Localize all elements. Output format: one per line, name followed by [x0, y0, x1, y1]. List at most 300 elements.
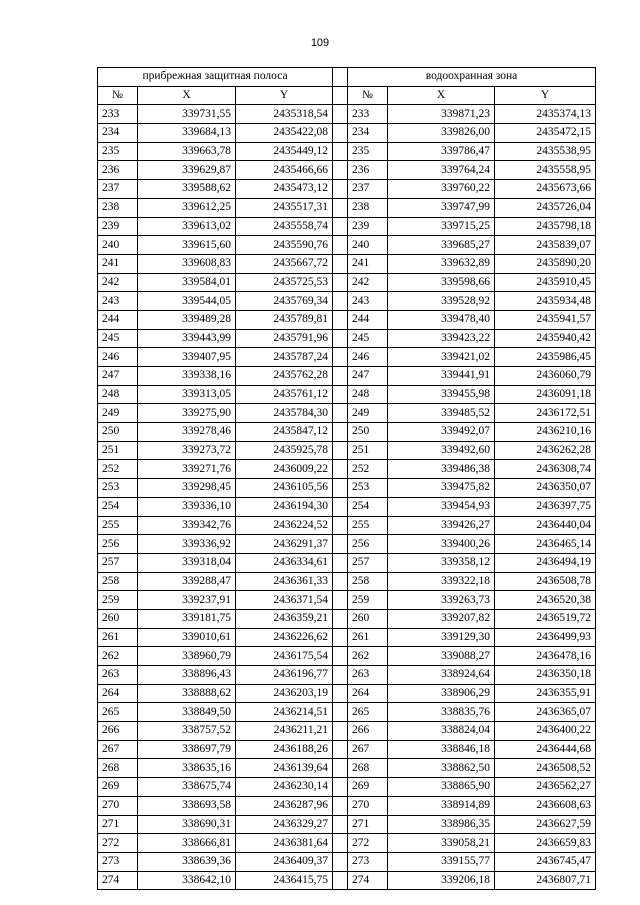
right-point-number: 274: [348, 871, 388, 890]
right-x-value: 339486,38: [388, 460, 495, 479]
table-row: [98, 647, 596, 666]
left-x-value: 339010,61: [138, 628, 236, 647]
right-y-value: 2436091,18: [495, 385, 596, 404]
left-point-number: 271: [98, 815, 138, 834]
left-point-number: 264: [98, 684, 138, 703]
left-point-number: 238: [98, 198, 138, 217]
right-point-number: 253: [348, 479, 388, 498]
column-gap: [333, 254, 348, 273]
right-x-value: 338924,64: [388, 666, 495, 685]
left-point-number: 269: [98, 778, 138, 797]
right-y-value: 2436519,72: [495, 609, 596, 628]
table-row: [98, 609, 596, 628]
column-gap: [333, 124, 348, 143]
column-gap: [333, 142, 348, 161]
section-title-row: [98, 68, 596, 87]
right-point-number: 252: [348, 460, 388, 479]
table-row: [98, 217, 596, 236]
left-point-number: 263: [98, 666, 138, 685]
table-row: [98, 404, 596, 423]
table-row: [98, 703, 596, 722]
right-point-number: 271: [348, 815, 388, 834]
left-point-number: 233: [98, 105, 138, 124]
left-point-number: 247: [98, 367, 138, 386]
column-gap: [333, 871, 348, 890]
right-point-number: 251: [348, 441, 388, 460]
right-x-value: 339478,40: [388, 310, 495, 329]
left-point-number: 259: [98, 591, 138, 610]
left-x-value: 338635,16: [138, 759, 236, 778]
right-y-value: 2436520,38: [495, 591, 596, 610]
column-gap: [333, 161, 348, 180]
right-y-value: 2436350,18: [495, 666, 596, 685]
table-row: [98, 142, 596, 161]
table-row: [98, 759, 596, 778]
left-point-number: 270: [98, 796, 138, 815]
right-x-value: 339423,22: [388, 329, 495, 348]
left-y-value: 2435789,81: [236, 310, 333, 329]
left-x-value: 339338,16: [138, 367, 236, 386]
column-gap: [333, 684, 348, 703]
table-row: [98, 516, 596, 535]
column-gap: [333, 666, 348, 685]
right-col-x-header: X: [388, 86, 495, 105]
table-row: [98, 572, 596, 591]
table-row: [98, 834, 596, 853]
table-row: [98, 591, 596, 610]
table-row: [98, 722, 596, 741]
right-y-value: 2436397,75: [495, 497, 596, 516]
right-y-value: 2436627,59: [495, 815, 596, 834]
left-point-number: 243: [98, 292, 138, 311]
left-point-number: 240: [98, 236, 138, 255]
left-point-number: 261: [98, 628, 138, 647]
right-y-value: 2436262,28: [495, 441, 596, 460]
left-point-number: 235: [98, 142, 138, 161]
left-x-value: 339731,55: [138, 105, 236, 124]
right-x-value: 338914,89: [388, 796, 495, 815]
right-y-value: 2436508,52: [495, 759, 596, 778]
left-y-value: 2435422,08: [236, 124, 333, 143]
right-y-value: 2436508,78: [495, 572, 596, 591]
right-y-value: 2435726,04: [495, 198, 596, 217]
coordinates-table: [97, 67, 596, 890]
right-point-number: 242: [348, 273, 388, 292]
right-x-value: 339155,77: [388, 852, 495, 871]
left-y-value: 2436334,61: [236, 553, 333, 572]
left-x-value: 339288,47: [138, 572, 236, 591]
left-y-value: 2435517,31: [236, 198, 333, 217]
left-x-value: 339181,75: [138, 609, 236, 628]
column-gap: [333, 310, 348, 329]
right-y-value: 2436465,14: [495, 535, 596, 554]
left-x-value: 339237,91: [138, 591, 236, 610]
left-x-value: 339278,46: [138, 423, 236, 442]
left-point-number: 239: [98, 217, 138, 236]
right-point-number: 269: [348, 778, 388, 797]
left-x-value: 338675,74: [138, 778, 236, 797]
table-row: [98, 236, 596, 255]
right-point-number: 240: [348, 236, 388, 255]
right-x-value: 339764,24: [388, 161, 495, 180]
right-point-number: 241: [348, 254, 388, 273]
table-row: [98, 180, 596, 199]
column-gap: [333, 385, 348, 404]
right-point-number: 266: [348, 722, 388, 741]
left-col-number-header: №: [98, 86, 138, 105]
left-x-value: 338642,10: [138, 871, 236, 890]
column-gap: [333, 647, 348, 666]
right-x-value: 339747,99: [388, 198, 495, 217]
right-x-value: 339206,18: [388, 871, 495, 890]
right-y-value: 2436308,74: [495, 460, 596, 479]
right-point-number: 234: [348, 124, 388, 143]
left-y-value: 2436009,22: [236, 460, 333, 479]
column-gap: [333, 796, 348, 815]
left-point-number: 250: [98, 423, 138, 442]
table-row: [98, 367, 596, 386]
right-point-number: 243: [348, 292, 388, 311]
left-x-value: 339588,62: [138, 180, 236, 199]
left-y-value: 2436139,64: [236, 759, 333, 778]
table-row: [98, 553, 596, 572]
column-gap: [333, 572, 348, 591]
table-row: [98, 628, 596, 647]
right-x-value: 339760,22: [388, 180, 495, 199]
left-x-value: 339298,45: [138, 479, 236, 498]
right-x-value: 339358,12: [388, 553, 495, 572]
column-gap: [333, 292, 348, 311]
left-y-value: 2436361,33: [236, 572, 333, 591]
left-y-value: 2436371,54: [236, 591, 333, 610]
left-y-value: 2435590,76: [236, 236, 333, 255]
left-x-value: 339663,78: [138, 142, 236, 161]
right-x-value: 339058,21: [388, 834, 495, 853]
left-point-number: 255: [98, 516, 138, 535]
right-y-value: 2436494,19: [495, 553, 596, 572]
left-x-value: 339336,10: [138, 497, 236, 516]
left-x-value: 339613,02: [138, 217, 236, 236]
left-point-number: 267: [98, 740, 138, 759]
table-body: [98, 105, 596, 890]
right-x-value: 339492,60: [388, 441, 495, 460]
right-x-value: 338865,90: [388, 778, 495, 797]
left-x-value: 339629,87: [138, 161, 236, 180]
right-x-value: 339786,47: [388, 142, 495, 161]
right-y-value: 2436807,71: [495, 871, 596, 890]
right-y-value: 2435798,18: [495, 217, 596, 236]
left-point-number: 260: [98, 609, 138, 628]
left-x-value: 339275,90: [138, 404, 236, 423]
left-y-value: 2436359,21: [236, 609, 333, 628]
column-gap: [333, 105, 348, 124]
column-gap: [333, 722, 348, 741]
right-x-value: 339400,26: [388, 535, 495, 554]
column-gap: [333, 329, 348, 348]
right-x-value: 339685,27: [388, 236, 495, 255]
table-row: [98, 479, 596, 498]
right-x-value: 339485,52: [388, 404, 495, 423]
left-x-value: 339544,05: [138, 292, 236, 311]
right-x-value: 339426,27: [388, 516, 495, 535]
left-point-number: 262: [98, 647, 138, 666]
column-gap: [333, 367, 348, 386]
right-y-value: 2436745,47: [495, 852, 596, 871]
table-row: [98, 423, 596, 442]
left-point-number: 249: [98, 404, 138, 423]
right-y-value: 2435934,48: [495, 292, 596, 311]
left-x-value: 339336,92: [138, 535, 236, 554]
left-point-number: 241: [98, 254, 138, 273]
left-y-value: 2436381,64: [236, 834, 333, 853]
left-y-value: 2435791,96: [236, 329, 333, 348]
left-x-value: 339271,76: [138, 460, 236, 479]
page-number: 109: [310, 37, 330, 49]
right-point-number: 265: [348, 703, 388, 722]
right-point-number: 249: [348, 404, 388, 423]
table-row: [98, 310, 596, 329]
right-point-number: 256: [348, 535, 388, 554]
left-point-number: 258: [98, 572, 138, 591]
right-y-value: 2436440,04: [495, 516, 596, 535]
right-point-number: 260: [348, 609, 388, 628]
column-gap: [333, 236, 348, 255]
left-x-value: 338757,52: [138, 722, 236, 741]
right-y-value: 2436659,83: [495, 834, 596, 853]
column-gap: [333, 217, 348, 236]
left-y-value: 2436287,96: [236, 796, 333, 815]
left-y-value: 2436211,21: [236, 722, 333, 741]
left-y-value: 2436409,37: [236, 852, 333, 871]
right-x-value: 339263,73: [388, 591, 495, 610]
right-point-number: 273: [348, 852, 388, 871]
column-gap: [333, 460, 348, 479]
left-point-number: 252: [98, 460, 138, 479]
left-x-value: 339612,25: [138, 198, 236, 217]
left-y-value: 2435769,34: [236, 292, 333, 311]
right-x-value: 339455,98: [388, 385, 495, 404]
column-gap: [333, 273, 348, 292]
right-point-number: 262: [348, 647, 388, 666]
column-gap: [333, 68, 348, 87]
left-y-value: 2435787,24: [236, 348, 333, 367]
column-gap: [333, 516, 348, 535]
left-point-number: 254: [98, 497, 138, 516]
left-point-number: 248: [98, 385, 138, 404]
table-row: [98, 254, 596, 273]
column-gap: [333, 852, 348, 871]
right-point-number: 272: [348, 834, 388, 853]
table-row: [98, 815, 596, 834]
right-y-value: 2435558,95: [495, 161, 596, 180]
left-x-value: 339342,76: [138, 516, 236, 535]
left-y-value: 2436329,27: [236, 815, 333, 834]
column-gap: [333, 441, 348, 460]
right-x-value: 339598,66: [388, 273, 495, 292]
table-row: [98, 329, 596, 348]
right-x-value: 338862,50: [388, 759, 495, 778]
right-y-value: 2436210,16: [495, 423, 596, 442]
right-x-value: 338835,76: [388, 703, 495, 722]
right-point-number: 261: [348, 628, 388, 647]
left-x-value: 339443,99: [138, 329, 236, 348]
right-x-value: 338986,35: [388, 815, 495, 834]
column-gap: [333, 479, 348, 498]
table-row: [98, 441, 596, 460]
left-y-value: 2436175,54: [236, 647, 333, 666]
right-x-value: 339871,23: [388, 105, 495, 124]
table-row: [98, 460, 596, 479]
right-y-value: 2435910,45: [495, 273, 596, 292]
column-gap: [333, 348, 348, 367]
left-y-value: 2436415,75: [236, 871, 333, 890]
right-point-number: 264: [348, 684, 388, 703]
left-point-number: 245: [98, 329, 138, 348]
right-x-value: 339441,91: [388, 367, 495, 386]
table-row: [98, 684, 596, 703]
column-gap: [333, 628, 348, 647]
right-y-value: 2436562,27: [495, 778, 596, 797]
right-x-value: 339475,82: [388, 479, 495, 498]
left-point-number: 253: [98, 479, 138, 498]
column-gap: [333, 815, 348, 834]
right-section-title: водоохранная зона: [348, 68, 596, 87]
left-x-value: 339615,60: [138, 236, 236, 255]
right-y-value: 2435472,15: [495, 124, 596, 143]
table-row: [98, 740, 596, 759]
table-row: [98, 124, 596, 143]
left-col-x-header: X: [138, 86, 236, 105]
column-gap: [333, 703, 348, 722]
right-point-number: 255: [348, 516, 388, 535]
left-x-value: 339608,83: [138, 254, 236, 273]
column-gap: [333, 86, 348, 105]
right-x-value: 339088,27: [388, 647, 495, 666]
left-x-value: 338849,50: [138, 703, 236, 722]
left-y-value: 2435784,30: [236, 404, 333, 423]
right-y-value: 2435374,13: [495, 105, 596, 124]
right-point-number: 245: [348, 329, 388, 348]
table-row: [98, 796, 596, 815]
table-row: [98, 105, 596, 124]
right-y-value: 2436608,63: [495, 796, 596, 815]
right-point-number: 244: [348, 310, 388, 329]
right-x-value: 339207,82: [388, 609, 495, 628]
left-y-value: 2436226,62: [236, 628, 333, 647]
left-x-value: 339313,05: [138, 385, 236, 404]
column-gap: [333, 591, 348, 610]
right-y-value: 2436365,07: [495, 703, 596, 722]
right-x-value: 339632,89: [388, 254, 495, 273]
right-y-value: 2436355,91: [495, 684, 596, 703]
left-y-value: 2436105,56: [236, 479, 333, 498]
left-point-number: 265: [98, 703, 138, 722]
left-x-value: 339684,13: [138, 124, 236, 143]
right-point-number: 248: [348, 385, 388, 404]
right-y-value: 2436060,79: [495, 367, 596, 386]
left-y-value: 2435725,53: [236, 273, 333, 292]
right-point-number: 239: [348, 217, 388, 236]
right-y-value: 2435941,57: [495, 310, 596, 329]
right-y-value: 2436478,16: [495, 647, 596, 666]
right-y-value: 2436172,51: [495, 404, 596, 423]
right-point-number: 257: [348, 553, 388, 572]
right-y-value: 2435673,66: [495, 180, 596, 199]
column-gap: [333, 778, 348, 797]
column-gap: [333, 180, 348, 199]
left-point-number: 246: [98, 348, 138, 367]
left-y-value: 2435761,12: [236, 385, 333, 404]
column-gap: [333, 423, 348, 442]
right-x-value: 339129,30: [388, 628, 495, 647]
right-x-value: 339322,18: [388, 572, 495, 591]
table-row: [98, 273, 596, 292]
right-y-value: 2435538,95: [495, 142, 596, 161]
left-point-number: 236: [98, 161, 138, 180]
left-y-value: 2435473,12: [236, 180, 333, 199]
left-point-number: 251: [98, 441, 138, 460]
right-x-value: 339826,00: [388, 124, 495, 143]
table-row: [98, 198, 596, 217]
right-y-value: 2435839,07: [495, 236, 596, 255]
left-point-number: 266: [98, 722, 138, 741]
left-x-value: 339584,01: [138, 273, 236, 292]
left-y-value: 2435466,66: [236, 161, 333, 180]
left-y-value: 2435762,28: [236, 367, 333, 386]
right-y-value: 2435986,45: [495, 348, 596, 367]
right-x-value: 339528,92: [388, 292, 495, 311]
left-x-value: 339318,04: [138, 553, 236, 572]
left-y-value: 2436203,19: [236, 684, 333, 703]
right-y-value: 2435890,20: [495, 254, 596, 273]
left-point-number: 272: [98, 834, 138, 853]
right-point-number: 246: [348, 348, 388, 367]
table-row: [98, 871, 596, 890]
left-x-value: 339273,72: [138, 441, 236, 460]
table-row: [98, 161, 596, 180]
table-row: [98, 497, 596, 516]
right-col-number-header: №: [348, 86, 388, 105]
left-x-value: 338888,62: [138, 684, 236, 703]
left-x-value: 338639,36: [138, 852, 236, 871]
left-point-number: 257: [98, 553, 138, 572]
left-y-value: 2436291,37: [236, 535, 333, 554]
left-y-value: 2435558,74: [236, 217, 333, 236]
left-point-number: 237: [98, 180, 138, 199]
column-gap: [333, 535, 348, 554]
left-x-value: 338896,43: [138, 666, 236, 685]
right-point-number: 233: [348, 105, 388, 124]
column-gap: [333, 553, 348, 572]
right-point-number: 270: [348, 796, 388, 815]
right-point-number: 258: [348, 572, 388, 591]
left-y-value: 2436230,14: [236, 778, 333, 797]
column-gap: [333, 609, 348, 628]
column-gap: [333, 740, 348, 759]
right-x-value: 338824,04: [388, 722, 495, 741]
left-x-value: 338697,79: [138, 740, 236, 759]
column-header-row: [98, 86, 596, 105]
right-y-value: 2436444,68: [495, 740, 596, 759]
left-y-value: 2436194,30: [236, 497, 333, 516]
right-point-number: 263: [348, 666, 388, 685]
table-row: [98, 292, 596, 311]
right-y-value: 2436400,22: [495, 722, 596, 741]
table-row: [98, 348, 596, 367]
right-x-value: 339454,93: [388, 497, 495, 516]
right-point-number: 235: [348, 142, 388, 161]
left-y-value: 2436224,52: [236, 516, 333, 535]
